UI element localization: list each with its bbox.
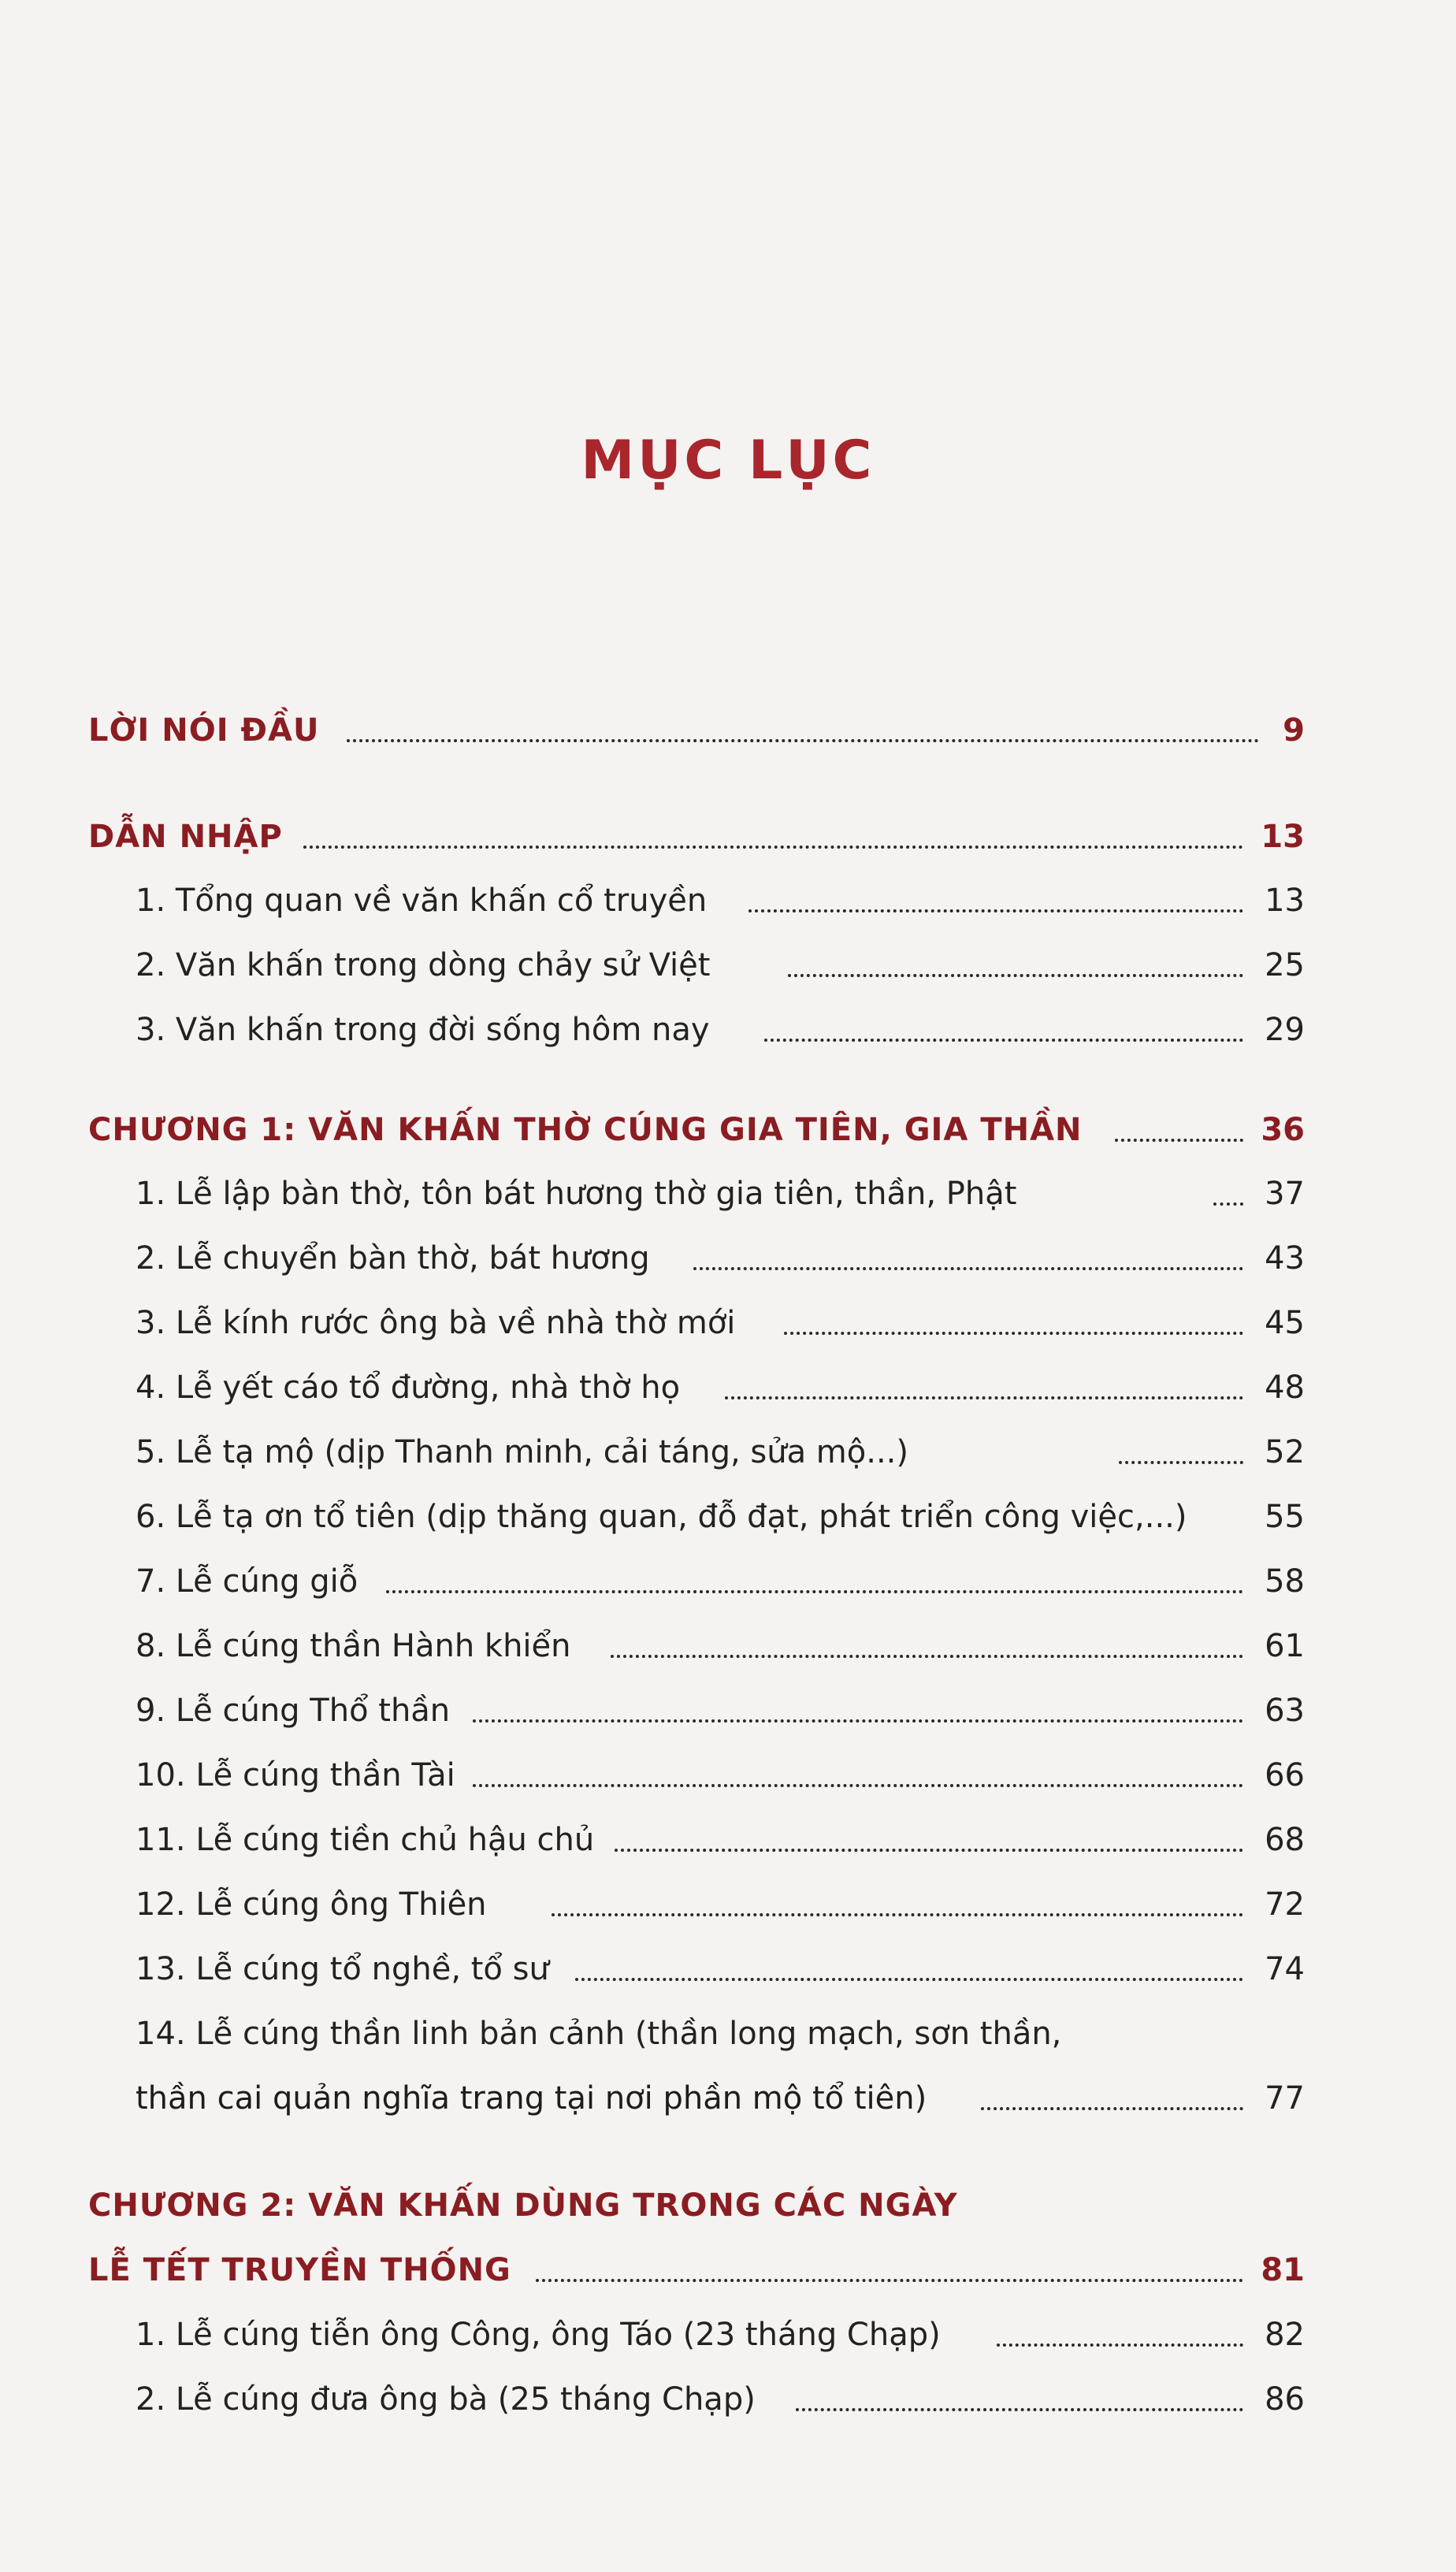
dot-leader [473, 1719, 1243, 1723]
toc-entry [0, 1163, 1456, 1218]
toc-entry-label: 11. Lễ cúng tiền chủ hậu chủ [136, 1822, 595, 1858]
toc-entry [0, 1938, 1456, 1994]
dot-leader [552, 1913, 1243, 1916]
toc-page-number: 13 [1261, 819, 1305, 855]
toc-page-number: 29 [1265, 1012, 1305, 1048]
dot-leader [764, 1039, 1243, 1042]
toc-entry-label: 12. Lễ cúng ông Thiên [136, 1886, 487, 1923]
toc-page-number: 43 [1265, 1240, 1305, 1277]
toc-entry [0, 1228, 1456, 1283]
toc-entry [0, 1551, 1456, 1606]
toc-entry-introduction [0, 806, 1456, 861]
page-title: MỤC LỤC [581, 429, 875, 492]
toc-entry-preface [0, 700, 1456, 755]
toc-entry-label: 4. Lễ yết cáo tổ đường, nhà thờ họ [136, 1370, 681, 1406]
toc-entry-label-line2: LỄ TẾT TRUYỀN THỐNG [88, 2252, 511, 2288]
toc-page-number: 9 [1283, 712, 1305, 749]
dot-leader [347, 739, 1259, 742]
toc-entry-label: 1. Lễ cúng tiễn ông Công, ông Táo (23 tháng Chạp) [136, 2317, 941, 2353]
toc-entry-label: 2. Lễ cúng đưa ông bà (25 tháng Chạp) [136, 2381, 756, 2418]
toc-entry [0, 2369, 1456, 2424]
dot-leader [473, 1784, 1243, 1787]
toc-entry-label-line2: thần cai quản nghĩa trang tại nơi phần mộ tổ tiên) [136, 2080, 927, 2117]
toc-entry [0, 1874, 1456, 1929]
dot-leader [536, 2279, 1243, 2282]
dot-leader [1119, 1461, 1243, 1464]
toc-entry-label: CHƯƠNG 1: VĂN KHẤN THỜ CÚNG GIA TIÊN, GIA THẦN [88, 1112, 1083, 1148]
toc-entry [0, 1292, 1456, 1347]
toc-entry-label: 3. Văn khấn trong đời sống hôm nay [136, 1012, 710, 1048]
toc-entry [0, 1422, 1456, 1477]
toc-page-number: 77 [1265, 2080, 1305, 2117]
toc-page-number: 55 [1265, 1499, 1305, 1535]
toc-entry [0, 999, 1456, 1054]
toc-entry [0, 1615, 1456, 1671]
toc-entry-continuation [0, 2068, 1456, 2123]
dot-leader [788, 974, 1243, 977]
dot-leader [611, 1655, 1243, 1658]
toc-entry [0, 870, 1456, 925]
toc-entry-label: 1. Lễ lập bàn thờ, tôn bát hương thờ gia tiên, thần, Phật [136, 1176, 1017, 1212]
toc-entry-label: 8. Lễ cúng thần Hành khiển [136, 1628, 571, 1664]
toc-entry [0, 1486, 1456, 1541]
toc-entry [0, 1357, 1456, 1412]
toc-page-number: 61 [1265, 1628, 1305, 1664]
dot-leader [1213, 1202, 1243, 1206]
toc-entry-chapter-1 [0, 1099, 1456, 1154]
toc-page-number: 45 [1265, 1305, 1305, 1341]
toc-page-number: 81 [1261, 2252, 1305, 2288]
toc-entry-label: 10. Lễ cúng thần Tài [136, 1757, 455, 1793]
toc-entry [0, 935, 1456, 990]
toc-page-number: 58 [1265, 1563, 1305, 1600]
dot-leader [1115, 1139, 1243, 1142]
dot-leader [748, 909, 1243, 912]
toc-entry-label: 7. Lễ cúng giỗ [136, 1563, 358, 1600]
toc-page-number: 37 [1265, 1176, 1305, 1212]
toc-entry-chapter-2 [0, 2175, 1456, 2230]
toc-page-number: 74 [1265, 1951, 1305, 1987]
dot-leader [575, 1978, 1243, 1981]
toc-entry-continuation [0, 2239, 1456, 2295]
dot-leader [615, 1849, 1243, 1852]
toc-page-number: 66 [1265, 1757, 1305, 1793]
toc-entry-label: 6. Lễ tạ ơn tổ tiên (dịp thăng quan, đỗ đạt, phát triển công việc,...) [136, 1499, 1187, 1535]
toc-entry [0, 2003, 1456, 2058]
toc-page-number: 86 [1265, 2381, 1305, 2418]
toc-page-number: 63 [1265, 1693, 1305, 1729]
dot-leader [303, 846, 1243, 849]
toc-entry [0, 1809, 1456, 1864]
toc-entry-label: 14. Lễ cúng thần linh bản cảnh (thần long mạch, sơn thần, [136, 2016, 1062, 2052]
toc-entry [0, 1745, 1456, 1800]
toc-entry-label: 5. Lễ tạ mộ (dịp Thanh minh, cải táng, sửa mộ...) [136, 1434, 908, 1470]
toc-page-number: 48 [1265, 1370, 1305, 1406]
toc-entry-label: CHƯƠNG 2: VĂN KHẤN DÙNG TRONG CÁC NGÀY [88, 2187, 958, 2224]
toc-page-number: 36 [1261, 1112, 1305, 1148]
dot-leader [725, 1396, 1243, 1399]
toc-page-number: 68 [1265, 1822, 1305, 1858]
dot-leader [997, 2343, 1243, 2347]
toc-entry [0, 2304, 1456, 2359]
toc-entry [0, 1680, 1456, 1735]
toc-page-number: 72 [1265, 1886, 1305, 1923]
toc-page-number: 52 [1265, 1434, 1305, 1470]
toc-entry-label: 2. Văn khấn trong dòng chảy sử Việt [136, 947, 711, 983]
dot-leader [981, 2107, 1243, 2110]
toc-entry-label: DẪN NHẬP [88, 819, 283, 855]
toc-entry-label: 9. Lễ cúng Thổ thần [136, 1693, 451, 1729]
dot-leader [796, 2408, 1243, 2411]
toc-page-number: 13 [1265, 883, 1305, 919]
toc-entry-label: 1. Tổng quan về văn khấn cổ truyền [136, 883, 708, 919]
toc-entry-label: LỜI NÓI ĐẦU [88, 712, 320, 749]
toc-entry-label: 13. Lễ cúng tổ nghề, tổ sư [136, 1951, 549, 1987]
toc-page-number: 25 [1265, 947, 1305, 983]
toc-entry-label: 3. Lễ kính rước ông bà về nhà thờ mới [136, 1305, 736, 1341]
toc-entry-label: 2. Lễ chuyển bàn thờ, bát hương [136, 1240, 650, 1277]
toc-page-number: 82 [1265, 2317, 1305, 2353]
dot-leader [784, 1332, 1243, 1335]
dot-leader [386, 1590, 1243, 1593]
dot-leader [693, 1267, 1243, 1270]
